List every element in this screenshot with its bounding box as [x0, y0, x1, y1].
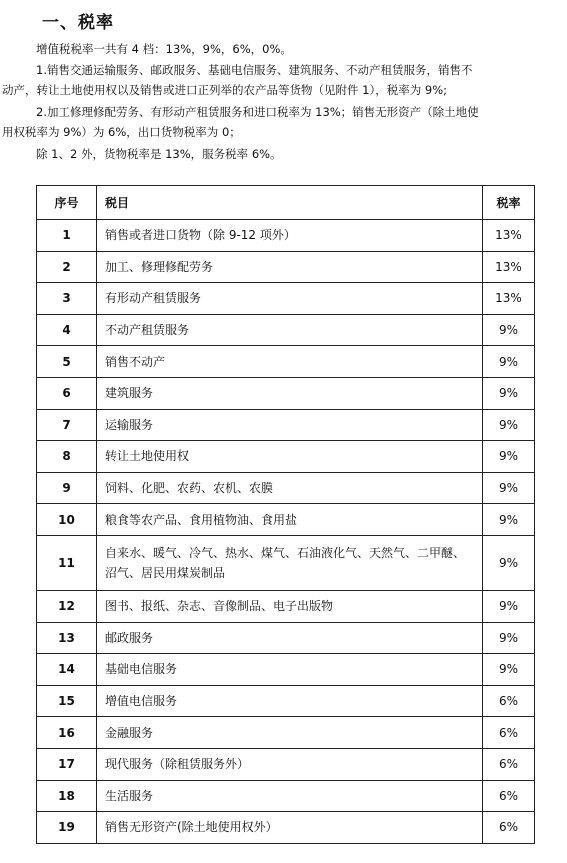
row-tax-item: 邮政服务 [97, 622, 483, 654]
row-seq-no: 17 [37, 748, 97, 780]
row-seq-no: 13 [37, 622, 97, 654]
row-seq-no: 12 [37, 590, 97, 622]
table-row [37, 409, 535, 441]
row-seq-no: 16 [37, 717, 97, 749]
row-tax-item: 不动产租赁服务 [97, 314, 483, 346]
row-tax-rate: 13% [483, 220, 535, 252]
row-tax-rate: 9% [483, 346, 535, 378]
table-row [37, 441, 535, 473]
table-row [37, 283, 535, 315]
table-row [37, 748, 535, 780]
rate-rule-2-line-1: 2.加工修理修配劳务、有形动产租赁服务和进口税率为 13%；销售无形资产（除土地使 [36, 105, 479, 119]
row-tax-item: 生活服务 [97, 780, 483, 812]
row-tax-item: 粮食等农产品、食用植物油、食用盐 [97, 504, 483, 536]
table-row [37, 780, 535, 812]
table-row [37, 535, 535, 590]
row-tax-rate: 9% [483, 654, 535, 686]
row-tax-item: 销售无形资产(除土地使用权外） [97, 812, 483, 844]
row-tax-item: 饲料、化肥、农药、农机、农膜 [97, 472, 483, 504]
row-seq-no: 10 [37, 504, 97, 536]
row-tax-rate: 6% [483, 812, 535, 844]
row-seq-no: 15 [37, 685, 97, 717]
row-tax-item: 金融服务 [97, 717, 483, 749]
row-tax-rate: 9% [483, 472, 535, 504]
row-seq-no: 5 [37, 346, 97, 378]
tax-rate-table [36, 185, 535, 844]
intro-text: 增值税税率一共有 4 档：13%，9%，6%，0%。 [36, 42, 292, 56]
row-tax-rate: 9% [483, 441, 535, 473]
table-row [37, 717, 535, 749]
table-row [37, 622, 535, 654]
rate-rule-1-paragraph [2, 61, 563, 100]
row-tax-rate: 6% [483, 780, 535, 812]
table-row [37, 812, 535, 844]
row-tax-item: 加工、修理修配劳务 [97, 251, 483, 283]
table-row [37, 220, 535, 252]
table-row [37, 504, 535, 536]
table-row [37, 346, 535, 378]
rate-rule-1-line-1: 1.销售交通运输服务、邮政服务、基础电信服务、建筑服务、不动产租赁服务，销售不 [36, 63, 473, 77]
table-row [37, 472, 535, 504]
row-seq-no: 6 [37, 377, 97, 409]
row-tax-rate: 9% [483, 377, 535, 409]
table-body [37, 220, 535, 844]
row-tax-item: 自来水、暖气、冷气、热水、煤气、石油液化气、天然气、二甲醚、沼气、居民用煤炭制品 [97, 535, 483, 590]
row-tax-rate: 6% [483, 748, 535, 780]
rate-rule-2-paragraph [2, 103, 563, 142]
header-seq-no: 序号 [37, 186, 97, 220]
row-tax-item: 现代服务（除租赁服务外） [97, 748, 483, 780]
row-tax-rate: 9% [483, 504, 535, 536]
row-tax-item: 运输服务 [97, 409, 483, 441]
row-tax-item: 有形动产租赁服务 [97, 283, 483, 315]
table-header-row [37, 186, 535, 220]
intro-paragraph [36, 40, 563, 60]
table-row [37, 590, 535, 622]
table-row [37, 685, 535, 717]
row-tax-item: 销售不动产 [97, 346, 483, 378]
row-seq-no: 4 [37, 314, 97, 346]
row-tax-rate: 6% [483, 717, 535, 749]
header-tax-item: 税目 [97, 186, 483, 220]
row-seq-no: 19 [37, 812, 97, 844]
row-seq-no: 11 [37, 535, 97, 590]
row-seq-no: 2 [37, 251, 97, 283]
row-tax-rate: 9% [483, 535, 535, 590]
row-seq-no: 9 [37, 472, 97, 504]
rate-rule-1-line-2: 动产，转让土地使用权以及销售或进口正列举的农产品等货物（见附件 1），税率为 9%; [2, 82, 447, 97]
row-tax-rate: 6% [483, 685, 535, 717]
section-title: 一、税率 [42, 13, 114, 33]
rate-rule-3-paragraph [36, 145, 563, 165]
row-tax-rate: 13% [483, 251, 535, 283]
row-tax-item: 建筑服务 [97, 377, 483, 409]
row-tax-item: 图书、报纸、杂志、音像制品、电子出版物 [97, 590, 483, 622]
table-row [37, 314, 535, 346]
rate-rule-3-text: 除 1、2 外，货物税率是 13%，服务税率 6%。 [36, 147, 282, 161]
row-tax-rate: 9% [483, 409, 535, 441]
row-seq-no: 8 [37, 441, 97, 473]
row-tax-item: 转让土地使用权 [97, 441, 483, 473]
row-seq-no: 18 [37, 780, 97, 812]
table-row [37, 654, 535, 686]
row-tax-rate: 13% [483, 283, 535, 315]
table-row [37, 377, 535, 409]
rate-rule-2-line-2: 用权税率为 9%）为 6%，出口货物税率为 0； [2, 124, 241, 139]
row-seq-no: 3 [37, 283, 97, 315]
header-tax-rate: 税率 [483, 186, 535, 220]
row-tax-item: 销售或者进口货物（除 9-12 项外） [97, 220, 483, 252]
row-tax-item: 基础电信服务 [97, 654, 483, 686]
row-tax-rate: 9% [483, 622, 535, 654]
row-tax-rate: 9% [483, 590, 535, 622]
row-seq-no: 14 [37, 654, 97, 686]
table-row [37, 251, 535, 283]
row-seq-no: 1 [37, 220, 97, 252]
row-seq-no: 7 [37, 409, 97, 441]
row-tax-item: 增值电信服务 [97, 685, 483, 717]
row-tax-rate: 9% [483, 314, 535, 346]
